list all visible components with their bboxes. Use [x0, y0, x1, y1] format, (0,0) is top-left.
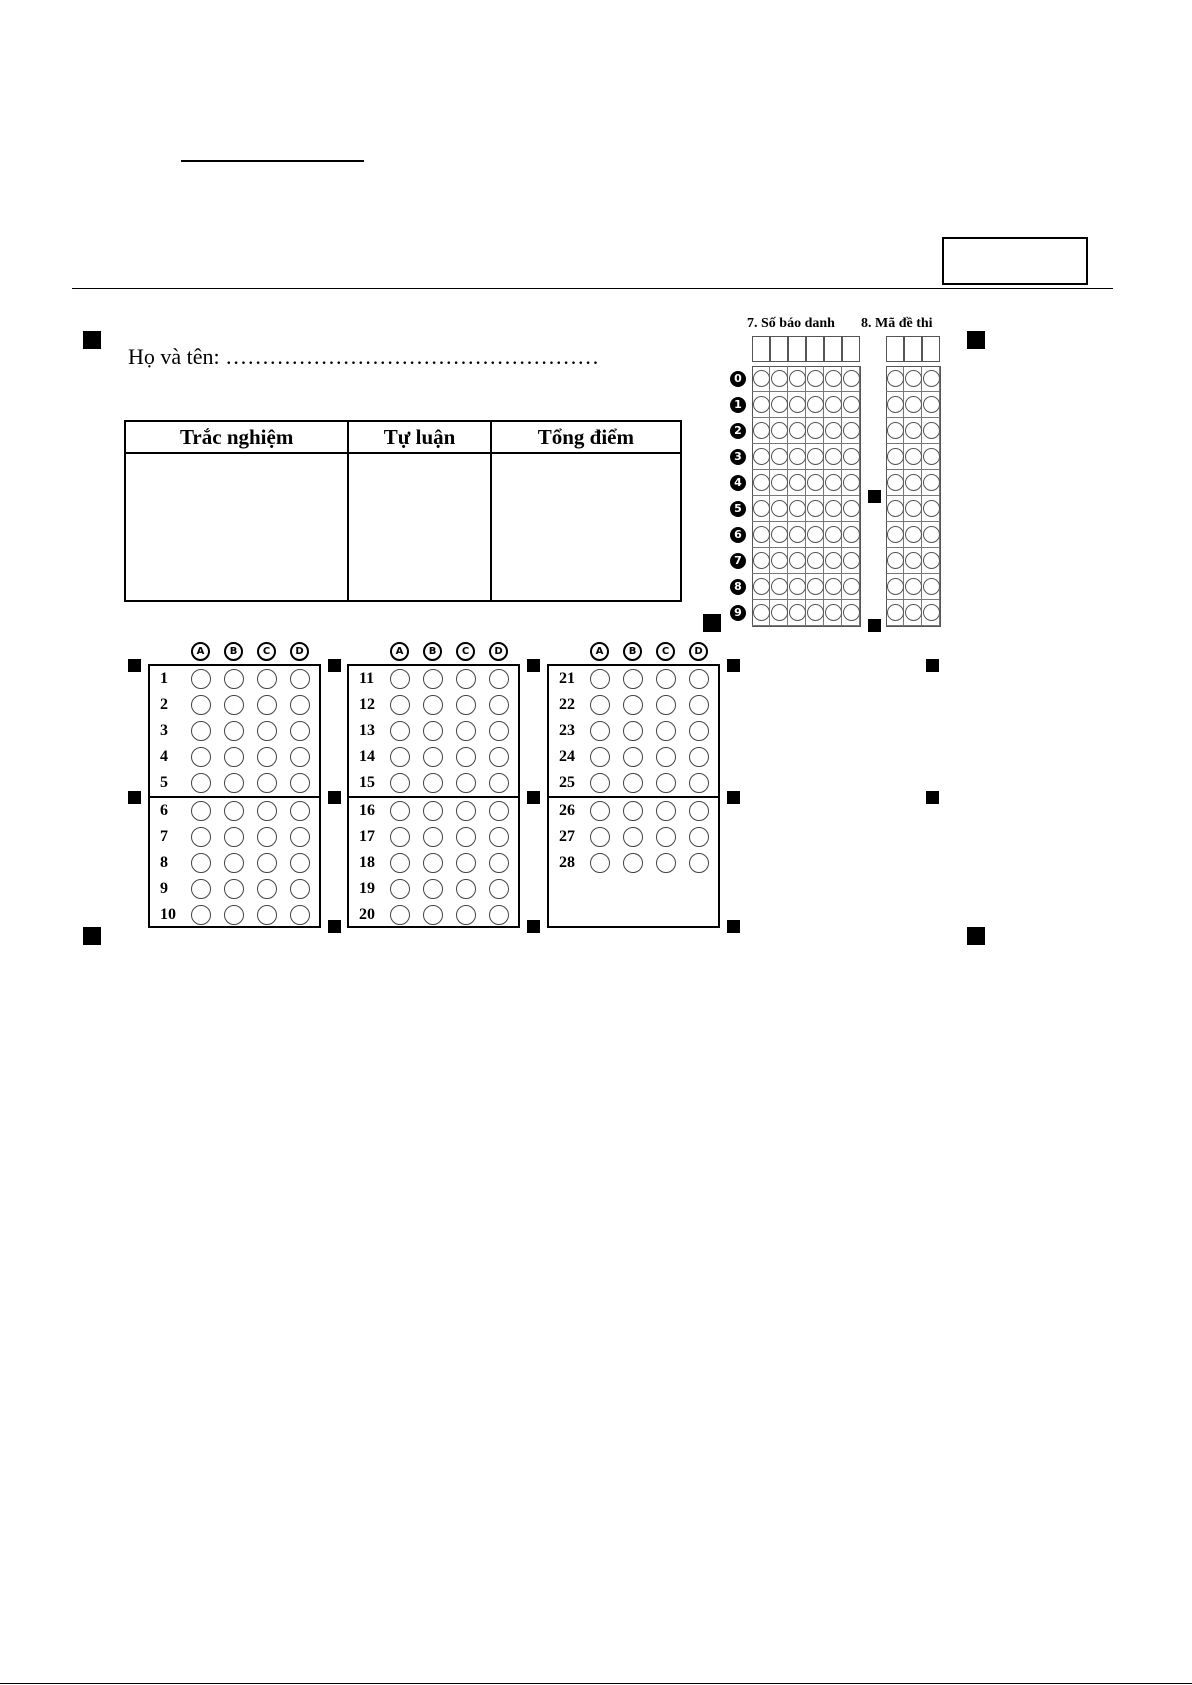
- question-number: 10: [160, 906, 176, 923]
- exam-code-write-cell[interactable]: [886, 336, 904, 362]
- answer-bubble-c[interactable]: [257, 879, 277, 899]
- option-header-c: C: [656, 642, 675, 661]
- student-id-digit-bubble[interactable]: [771, 370, 788, 387]
- answer-bubble-a[interactable]: [390, 827, 410, 847]
- exam-code-digit-bubble[interactable]: [923, 526, 940, 543]
- answer-block-divider: [148, 796, 321, 798]
- student-id-digit-bubble[interactable]: [807, 604, 824, 621]
- exam-code-digit-bubble[interactable]: [905, 578, 922, 595]
- alignment-marker: [868, 490, 881, 503]
- answer-bubble-d[interactable]: [290, 773, 310, 793]
- exam-code-digit-bubble[interactable]: [905, 552, 922, 569]
- answer-bubble-b[interactable]: [224, 879, 244, 899]
- student-id-digit-bubble[interactable]: [771, 448, 788, 465]
- answer-bubble-a[interactable]: [590, 721, 610, 741]
- answer-bubble-a[interactable]: [390, 853, 410, 873]
- timing-marker: [926, 791, 939, 804]
- digit-label: 7: [730, 553, 746, 569]
- answer-bubble-d[interactable]: [689, 747, 709, 767]
- exam-code-digit-bubble[interactable]: [887, 500, 904, 517]
- exam-code-write-cell[interactable]: [922, 336, 940, 362]
- answer-bubble-c[interactable]: [257, 669, 277, 689]
- student-id-digit-bubble[interactable]: [789, 422, 806, 439]
- option-header-a: A: [191, 642, 210, 661]
- answer-bubble-b[interactable]: [423, 801, 443, 821]
- answer-bubble-c[interactable]: [656, 773, 676, 793]
- student-id-digit-bubble[interactable]: [825, 422, 842, 439]
- timing-marker: [926, 659, 939, 672]
- exam-code-digit-bubble[interactable]: [887, 526, 904, 543]
- question-number: 21: [559, 670, 575, 687]
- student-id-digit-bubble[interactable]: [825, 604, 842, 621]
- student-name-field[interactable]: Họ và tên: ……………………………………………: [128, 344, 600, 369]
- answer-bubble-c[interactable]: [257, 801, 277, 821]
- question-number: 8: [160, 854, 168, 871]
- exam-code-digit-bubble[interactable]: [923, 474, 940, 491]
- answer-bubble-a[interactable]: [590, 773, 610, 793]
- student-id-digit-bubble[interactable]: [789, 552, 806, 569]
- answer-bubble-b[interactable]: [423, 827, 443, 847]
- exam-code-digit-bubble[interactable]: [887, 474, 904, 491]
- exam-code-digit-bubble[interactable]: [905, 422, 922, 439]
- score-cell-multiple-choice[interactable]: [125, 453, 348, 601]
- answer-bubble-c[interactable]: [257, 853, 277, 873]
- student-id-write-cell[interactable]: [770, 336, 788, 362]
- question-number: 14: [359, 748, 375, 765]
- answer-bubble-a[interactable]: [390, 669, 410, 689]
- student-id-digit-bubble[interactable]: [789, 526, 806, 543]
- answer-bubble-d[interactable]: [290, 801, 310, 821]
- answer-bubble-c[interactable]: [656, 827, 676, 847]
- answer-bubble-b[interactable]: [623, 827, 643, 847]
- student-id-write-cell[interactable]: [842, 336, 860, 362]
- student-id-digit-bubble[interactable]: [843, 370, 860, 387]
- answer-bubble-b[interactable]: [623, 669, 643, 689]
- question-number: 20: [359, 906, 375, 923]
- student-id-digit-bubble[interactable]: [753, 526, 770, 543]
- student-id-digit-bubble[interactable]: [771, 396, 788, 413]
- answer-bubble-d[interactable]: [489, 801, 509, 821]
- student-id-digit-bubble[interactable]: [807, 396, 824, 413]
- answer-bubble-d[interactable]: [489, 747, 509, 767]
- answer-bubble-d[interactable]: [489, 669, 509, 689]
- answer-bubble-b[interactable]: [423, 721, 443, 741]
- answer-bubble-b[interactable]: [423, 905, 443, 925]
- student-id-digit-bubble[interactable]: [843, 604, 860, 621]
- answer-bubble-b[interactable]: [623, 801, 643, 821]
- answer-bubble-b[interactable]: [623, 695, 643, 715]
- exam-code-digit-bubble[interactable]: [923, 422, 940, 439]
- score-header-essay: Tự luận: [348, 421, 490, 453]
- timing-marker: [128, 659, 141, 672]
- answer-bubble-b[interactable]: [623, 747, 643, 767]
- top-underline: [181, 160, 364, 162]
- exam-code-write-cell[interactable]: [904, 336, 922, 362]
- option-header-a: A: [590, 642, 609, 661]
- student-id-digit-bubble[interactable]: [789, 474, 806, 491]
- answer-bubble-d[interactable]: [290, 905, 310, 925]
- bottom-rule: [0, 1683, 1192, 1684]
- exam-code-digit-bubble[interactable]: [887, 370, 904, 387]
- corner-marker: [83, 927, 101, 945]
- question-number: 18: [359, 854, 375, 871]
- student-id-digit-bubble[interactable]: [771, 578, 788, 595]
- student-id-digit-bubble[interactable]: [843, 526, 860, 543]
- answer-bubble-c[interactable]: [257, 695, 277, 715]
- exam-code-digit-bubble[interactable]: [923, 500, 940, 517]
- timing-marker: [527, 920, 540, 933]
- answer-bubble-b[interactable]: [224, 773, 244, 793]
- answer-bubble-c[interactable]: [656, 721, 676, 741]
- answer-bubble-a[interactable]: [390, 801, 410, 821]
- question-number: 3: [160, 722, 168, 739]
- corner-marker: [83, 331, 101, 349]
- timing-marker: [727, 659, 740, 672]
- student-id-digit-bubble[interactable]: [825, 396, 842, 413]
- score-cell-essay[interactable]: [348, 453, 490, 601]
- answer-bubble-d[interactable]: [689, 853, 709, 873]
- exam-code-digit-bubble[interactable]: [905, 396, 922, 413]
- answer-bubble-a[interactable]: [191, 853, 211, 873]
- student-id-digit-bubble[interactable]: [807, 422, 824, 439]
- student-id-digit-bubble[interactable]: [753, 396, 770, 413]
- answer-bubble-b[interactable]: [224, 853, 244, 873]
- student-id-digit-bubble[interactable]: [753, 422, 770, 439]
- timing-marker: [328, 791, 341, 804]
- student-id-digit-bubble[interactable]: [825, 370, 842, 387]
- answer-bubble-b[interactable]: [623, 773, 643, 793]
- answer-bubble-d[interactable]: [290, 827, 310, 847]
- corner-marker: [967, 927, 985, 945]
- answer-bubble-b[interactable]: [423, 879, 443, 899]
- answer-bubble-c[interactable]: [456, 773, 476, 793]
- question-number: 12: [359, 696, 375, 713]
- student-id-write-cell[interactable]: [824, 336, 842, 362]
- student-id-digit-bubble[interactable]: [807, 448, 824, 465]
- question-number: 15: [359, 774, 375, 791]
- answer-bubble-c[interactable]: [456, 669, 476, 689]
- answer-bubble-a[interactable]: [590, 669, 610, 689]
- student-id-digit-bubble[interactable]: [843, 396, 860, 413]
- answer-bubble-b[interactable]: [224, 905, 244, 925]
- answer-bubble-a[interactable]: [390, 773, 410, 793]
- exam-code-digit-bubble[interactable]: [905, 448, 922, 465]
- answer-bubble-a[interactable]: [191, 669, 211, 689]
- answer-bubble-a[interactable]: [390, 747, 410, 767]
- answer-bubble-a[interactable]: [191, 879, 211, 899]
- alignment-marker: [703, 614, 721, 632]
- score-header-total: Tổng điểm: [491, 421, 681, 453]
- digit-label: 6: [730, 527, 746, 543]
- answer-bubble-d[interactable]: [290, 721, 310, 741]
- answer-bubble-d[interactable]: [689, 801, 709, 821]
- exam-code-digit-bubble[interactable]: [923, 448, 940, 465]
- answer-bubble-b[interactable]: [423, 773, 443, 793]
- digit-label: 3: [730, 449, 746, 465]
- answer-bubble-d[interactable]: [290, 695, 310, 715]
- student-id-digit-bubble[interactable]: [789, 578, 806, 595]
- answer-bubble-c[interactable]: [456, 853, 476, 873]
- answer-bubble-c[interactable]: [456, 879, 476, 899]
- answer-bubble-d[interactable]: [290, 879, 310, 899]
- answer-bubble-a[interactable]: [390, 905, 410, 925]
- timing-marker: [527, 659, 540, 672]
- answer-bubble-b[interactable]: [224, 669, 244, 689]
- answer-bubble-b[interactable]: [423, 669, 443, 689]
- answer-bubble-d[interactable]: [689, 773, 709, 793]
- exam-code-digit-bubble[interactable]: [887, 448, 904, 465]
- option-header-c: C: [257, 642, 276, 661]
- student-id-digit-bubble[interactable]: [825, 474, 842, 491]
- digit-label: 4: [730, 475, 746, 491]
- student-id-digit-bubble[interactable]: [753, 448, 770, 465]
- student-id-digit-bubble[interactable]: [843, 474, 860, 491]
- digit-label: 0: [730, 371, 746, 387]
- exam-code-digit-bubble[interactable]: [887, 422, 904, 439]
- student-id-digit-bubble[interactable]: [825, 578, 842, 595]
- answer-bubble-b[interactable]: [224, 695, 244, 715]
- student-id-digit-bubble[interactable]: [753, 578, 770, 595]
- answer-bubble-c[interactable]: [456, 801, 476, 821]
- answer-bubble-d[interactable]: [489, 879, 509, 899]
- question-number: 25: [559, 774, 575, 791]
- exam-code-digit-bubble[interactable]: [905, 474, 922, 491]
- question-number: 2: [160, 696, 168, 713]
- answer-bubble-d[interactable]: [689, 669, 709, 689]
- student-id-digit-bubble[interactable]: [807, 578, 824, 595]
- answer-bubble-c[interactable]: [257, 773, 277, 793]
- question-number: 24: [559, 748, 575, 765]
- student-id-write-cell[interactable]: [788, 336, 806, 362]
- answer-bubble-c[interactable]: [257, 905, 277, 925]
- answer-bubble-d[interactable]: [689, 827, 709, 847]
- exam-code-digit-bubble[interactable]: [923, 552, 940, 569]
- student-id-digit-bubble[interactable]: [807, 500, 824, 517]
- answer-bubble-a[interactable]: [191, 721, 211, 741]
- exam-code-title: 8. Mã đề thi: [861, 316, 933, 331]
- answer-bubble-c[interactable]: [456, 905, 476, 925]
- student-id-digit-bubble[interactable]: [789, 500, 806, 517]
- answer-bubble-b[interactable]: [423, 747, 443, 767]
- answer-bubble-c[interactable]: [656, 853, 676, 873]
- student-id-digit-bubble[interactable]: [771, 474, 788, 491]
- score-table: [124, 420, 682, 602]
- answer-bubble-d[interactable]: [489, 721, 509, 741]
- student-id-digit-bubble[interactable]: [771, 500, 788, 517]
- answer-bubble-d[interactable]: [290, 853, 310, 873]
- answer-block-divider: [347, 796, 520, 798]
- score-header-multiple-choice: Trắc nghiệm: [125, 421, 348, 453]
- student-id-digit-bubble[interactable]: [825, 500, 842, 517]
- answer-bubble-b[interactable]: [423, 853, 443, 873]
- answer-bubble-c[interactable]: [456, 747, 476, 767]
- student-id-digit-bubble[interactable]: [771, 552, 788, 569]
- exam-code-digit-bubble[interactable]: [905, 500, 922, 517]
- student-id-digit-bubble[interactable]: [843, 448, 860, 465]
- student-id-digit-bubble[interactable]: [807, 526, 824, 543]
- student-id-digit-bubble[interactable]: [753, 604, 770, 621]
- student-id-digit-bubble[interactable]: [807, 552, 824, 569]
- question-number: 9: [160, 880, 168, 897]
- question-number: 19: [359, 880, 375, 897]
- answer-bubble-c[interactable]: [456, 721, 476, 741]
- question-number: 5: [160, 774, 168, 791]
- exam-code-digit-bubble[interactable]: [923, 578, 940, 595]
- answer-bubble-a[interactable]: [590, 695, 610, 715]
- question-number: 11: [359, 670, 375, 687]
- answer-bubble-a[interactable]: [191, 827, 211, 847]
- question-number: 4: [160, 748, 168, 765]
- answer-bubble-c[interactable]: [456, 695, 476, 715]
- answer-bubble-b[interactable]: [423, 695, 443, 715]
- answer-bubble-a[interactable]: [390, 695, 410, 715]
- student-id-title: 7. Số báo danh: [747, 316, 835, 331]
- student-id-digit-bubble[interactable]: [825, 526, 842, 543]
- option-header-b: B: [623, 642, 642, 661]
- student-id-write-cell[interactable]: [806, 336, 824, 362]
- digit-label: 9: [730, 605, 746, 621]
- answer-bubble-d[interactable]: [489, 853, 509, 873]
- alignment-marker: [868, 619, 881, 632]
- answer-bubble-c[interactable]: [257, 827, 277, 847]
- exam-code-digit-bubble[interactable]: [887, 552, 904, 569]
- student-id-digit-bubble[interactable]: [843, 578, 860, 595]
- answer-bubble-a[interactable]: [191, 905, 211, 925]
- exam-code-digit-bubble[interactable]: [905, 370, 922, 387]
- answer-bubble-d[interactable]: [689, 721, 709, 741]
- answer-bubble-b[interactable]: [224, 827, 244, 847]
- exam-code-digit-bubble[interactable]: [923, 370, 940, 387]
- option-header-a: A: [390, 642, 409, 661]
- answer-bubble-d[interactable]: [689, 695, 709, 715]
- digit-label: 8: [730, 579, 746, 595]
- answer-bubble-c[interactable]: [656, 801, 676, 821]
- question-number: 27: [559, 828, 575, 845]
- question-number: 7: [160, 828, 168, 845]
- answer-bubble-b[interactable]: [623, 721, 643, 741]
- digit-label: 1: [730, 397, 746, 413]
- student-id-digit-bubble[interactable]: [771, 422, 788, 439]
- answer-bubble-c[interactable]: [456, 827, 476, 847]
- answer-bubble-b[interactable]: [224, 721, 244, 741]
- digit-label: 5: [730, 501, 746, 517]
- option-header-d: D: [290, 642, 309, 661]
- exam-code-digit-bubble[interactable]: [905, 604, 922, 621]
- timing-marker: [727, 791, 740, 804]
- timing-marker: [328, 920, 341, 933]
- exam-code-digit-bubble[interactable]: [887, 604, 904, 621]
- corner-marker: [967, 331, 985, 349]
- answer-bubble-b[interactable]: [224, 747, 244, 767]
- question-number: 22: [559, 696, 575, 713]
- answer-bubble-a[interactable]: [590, 827, 610, 847]
- student-id-digit-bubble[interactable]: [807, 474, 824, 491]
- answer-bubble-b[interactable]: [224, 801, 244, 821]
- answer-bubble-c[interactable]: [656, 747, 676, 767]
- header-rule: [72, 288, 1113, 289]
- exam-code-digit-bubble[interactable]: [923, 604, 940, 621]
- option-header-b: B: [423, 642, 442, 661]
- answer-bubble-a[interactable]: [191, 747, 211, 767]
- exam-code-digit-bubble[interactable]: [887, 578, 904, 595]
- answer-bubble-c[interactable]: [656, 669, 676, 689]
- answer-bubble-a[interactable]: [191, 773, 211, 793]
- student-id-digit-bubble[interactable]: [789, 448, 806, 465]
- option-header-d: D: [689, 642, 708, 661]
- answer-bubble-a[interactable]: [390, 879, 410, 899]
- exam-code-digit-bubble[interactable]: [905, 526, 922, 543]
- question-number: 26: [559, 802, 575, 819]
- answer-bubble-d[interactable]: [489, 905, 509, 925]
- question-number: 1: [160, 670, 168, 687]
- option-header-b: B: [224, 642, 243, 661]
- question-number: 13: [359, 722, 375, 739]
- student-id-digit-bubble[interactable]: [843, 422, 860, 439]
- option-header-d: D: [489, 642, 508, 661]
- student-id-digit-bubble[interactable]: [843, 552, 860, 569]
- answer-bubble-d[interactable]: [489, 695, 509, 715]
- digit-label: 2: [730, 423, 746, 439]
- student-id-digit-bubble[interactable]: [789, 396, 806, 413]
- timing-marker: [527, 791, 540, 804]
- question-number: 17: [359, 828, 375, 845]
- answer-bubble-a[interactable]: [590, 853, 610, 873]
- answer-bubble-d[interactable]: [489, 773, 509, 793]
- student-id-digit-bubble[interactable]: [789, 370, 806, 387]
- timing-marker: [128, 791, 141, 804]
- timing-marker: [727, 920, 740, 933]
- answer-block-divider: [547, 796, 720, 798]
- answer-bubble-c[interactable]: [656, 695, 676, 715]
- answer-bubble-a[interactable]: [191, 695, 211, 715]
- student-id-digit-bubble[interactable]: [753, 552, 770, 569]
- student-id-digit-bubble[interactable]: [843, 500, 860, 517]
- question-number: 28: [559, 854, 575, 871]
- answer-bubble-c[interactable]: [257, 747, 277, 767]
- answer-bubble-d[interactable]: [290, 669, 310, 689]
- answer-bubble-a[interactable]: [590, 801, 610, 821]
- student-id-digit-bubble[interactable]: [807, 370, 824, 387]
- answer-bubble-a[interactable]: [590, 747, 610, 767]
- answer-bubble-b[interactable]: [623, 853, 643, 873]
- student-id-digit-bubble[interactable]: [825, 448, 842, 465]
- student-id-digit-bubble[interactable]: [753, 500, 770, 517]
- student-id-digit-bubble[interactable]: [789, 604, 806, 621]
- option-header-c: C: [456, 642, 475, 661]
- exam-code-digit-bubble[interactable]: [887, 396, 904, 413]
- answer-bubble-d[interactable]: [290, 747, 310, 767]
- student-id-write-cell[interactable]: [752, 336, 770, 362]
- score-cell-total[interactable]: [491, 453, 681, 601]
- student-id-digit-bubble[interactable]: [753, 474, 770, 491]
- exam-code-digit-bubble[interactable]: [923, 396, 940, 413]
- student-id-digit-bubble[interactable]: [771, 526, 788, 543]
- answer-bubble-c[interactable]: [257, 721, 277, 741]
- question-number: 6: [160, 802, 168, 819]
- answer-bubble-d[interactable]: [489, 827, 509, 847]
- answer-bubble-a[interactable]: [191, 801, 211, 821]
- timing-marker: [328, 659, 341, 672]
- student-id-digit-bubble[interactable]: [771, 604, 788, 621]
- exam-code-box[interactable]: [942, 237, 1088, 285]
- student-id-digit-bubble[interactable]: [753, 370, 770, 387]
- question-number: 23: [559, 722, 575, 739]
- student-id-digit-bubble[interactable]: [825, 552, 842, 569]
- answer-bubble-a[interactable]: [390, 721, 410, 741]
- question-number: 16: [359, 802, 375, 819]
